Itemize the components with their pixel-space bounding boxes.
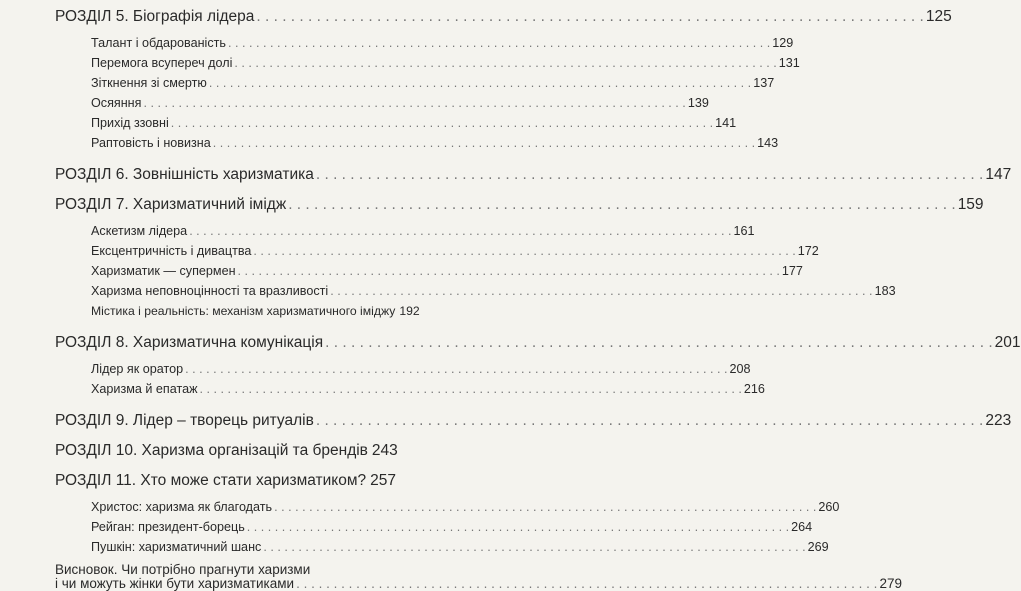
toc-section[interactable] xyxy=(91,382,765,396)
toc-section[interactable] xyxy=(91,96,709,110)
page-number: 141 xyxy=(715,116,737,130)
section-title: Талант і обдарованість xyxy=(91,36,226,50)
toc-section[interactable] xyxy=(91,244,819,258)
section-title: Харизма неповноцінності та вразливості xyxy=(91,284,329,298)
section-title: Перемога всупереч долі xyxy=(91,56,233,70)
page-number: 243 xyxy=(371,442,398,459)
page-number: 264 xyxy=(791,520,813,534)
leader-dots xyxy=(263,540,805,554)
leader-dots xyxy=(296,576,877,591)
leader-dots xyxy=(228,36,770,50)
toc-section[interactable] xyxy=(91,76,775,90)
section-title: Пушкін: харизматичний шанс xyxy=(91,540,262,554)
conclusion-title-part1: Чи потрібно прагнути харизми xyxy=(121,562,311,577)
page-number: 147 xyxy=(985,166,1012,183)
toc-section[interactable] xyxy=(91,500,840,514)
page-number: 159 xyxy=(957,196,984,213)
toc-chapter-9[interactable] xyxy=(55,412,1012,430)
chapter-title: РОЗДІЛ 9. Лідер – творець ритуалів xyxy=(55,412,314,429)
toc-section[interactable] xyxy=(91,116,737,130)
page-number: 131 xyxy=(778,56,800,70)
section-title: Прихід ззовні xyxy=(91,116,169,130)
chapter-title: РОЗДІЛ 10. Харизма організацій та брендів xyxy=(55,442,368,459)
toc-chapter-6[interactable] xyxy=(55,166,1012,184)
leader-dots xyxy=(209,76,751,90)
toc-conclusion-line1[interactable] xyxy=(55,562,310,577)
section-title: Раптовість і новизна xyxy=(91,136,211,150)
chapter-title: РОЗДІЛ 6. Зовнішність харизматика xyxy=(55,166,314,183)
page-number: 143 xyxy=(757,136,779,150)
leader-dots xyxy=(316,412,984,430)
page-number: 257 xyxy=(370,472,397,489)
leader-dots xyxy=(256,8,924,26)
section-title: Зіткнення зі смертю xyxy=(91,76,207,90)
page-number: 125 xyxy=(925,8,952,25)
toc-section[interactable] xyxy=(91,56,800,70)
toc-chapter-5[interactable] xyxy=(55,8,952,26)
toc-conclusion-line2[interactable] xyxy=(55,576,902,591)
page-number: 161 xyxy=(733,224,755,238)
toc-section[interactable] xyxy=(91,520,813,534)
leader-dots xyxy=(274,500,816,514)
page-number: 137 xyxy=(753,76,775,90)
leader-dots xyxy=(330,284,872,298)
page-number: 129 xyxy=(772,36,794,50)
leader-dots xyxy=(185,362,727,376)
leader-dots xyxy=(213,136,755,150)
conclusion-label: Висновок. xyxy=(55,562,122,577)
leader-dots xyxy=(325,334,993,352)
toc-section[interactable] xyxy=(91,136,779,150)
toc-section[interactable] xyxy=(91,362,751,376)
leader-dots xyxy=(238,264,780,278)
page-number: 183 xyxy=(874,284,896,298)
page-number: 208 xyxy=(729,362,751,376)
leader-dots xyxy=(247,520,789,534)
leader-dots xyxy=(288,196,956,214)
page-number: 269 xyxy=(807,540,829,554)
toc-chapter-11[interactable] xyxy=(55,472,397,490)
section-title: Рейган: президент-борець xyxy=(91,520,245,534)
leader-dots xyxy=(234,56,776,70)
chapter-title: РОЗДІЛ 5. Біографія лідера xyxy=(55,8,255,25)
leader-dots xyxy=(189,224,731,238)
conclusion-title-part2: і чи можуть жінки бути харизматиками xyxy=(55,576,295,591)
page-number: 260 xyxy=(818,500,840,514)
leader-dots xyxy=(143,96,685,110)
page-number: 279 xyxy=(879,576,902,591)
section-title: Лідер як оратор xyxy=(91,362,184,376)
toc-section[interactable] xyxy=(91,284,896,298)
section-title: Харизма й епатаж xyxy=(91,382,198,396)
page-number: 192 xyxy=(399,304,420,318)
page-number: 223 xyxy=(985,412,1012,429)
page-number: 177 xyxy=(781,264,803,278)
toc-chapter-7[interactable] xyxy=(55,196,984,214)
chapter-title: РОЗДІЛ 7. Харизматичний імідж xyxy=(55,196,287,213)
page-number: 216 xyxy=(743,382,765,396)
leader-dots xyxy=(253,244,795,258)
section-title: Ексцентричність і дивацтва xyxy=(91,244,252,258)
section-title: Аскетизм лідера xyxy=(91,224,188,238)
section-title: Осяяння xyxy=(91,96,142,110)
toc-chapter-10[interactable] xyxy=(55,442,398,460)
leader-dots xyxy=(200,382,742,396)
page-number: 201 xyxy=(994,334,1021,351)
page-number: 172 xyxy=(797,244,819,258)
toc-section[interactable] xyxy=(91,540,829,554)
toc-section[interactable] xyxy=(91,224,755,238)
toc-section[interactable] xyxy=(91,264,803,278)
leader-dots xyxy=(171,116,713,130)
page-number: 139 xyxy=(687,96,709,110)
section-title: Містика і реальність: механізм харизматичного іміджу xyxy=(91,304,396,318)
toc-section[interactable] xyxy=(91,304,420,318)
chapter-title: РОЗДІЛ 11. Хто може стати харизматиком? xyxy=(55,472,367,489)
section-title: Христос: харизма як благодать xyxy=(91,500,273,514)
leader-dots xyxy=(316,166,984,184)
chapter-title: РОЗДІЛ 8. Харизматична комунікація xyxy=(55,334,324,351)
section-title: Харизматик — супермен xyxy=(91,264,236,278)
toc-section[interactable] xyxy=(91,36,794,50)
toc-chapter-8[interactable] xyxy=(55,334,1021,352)
